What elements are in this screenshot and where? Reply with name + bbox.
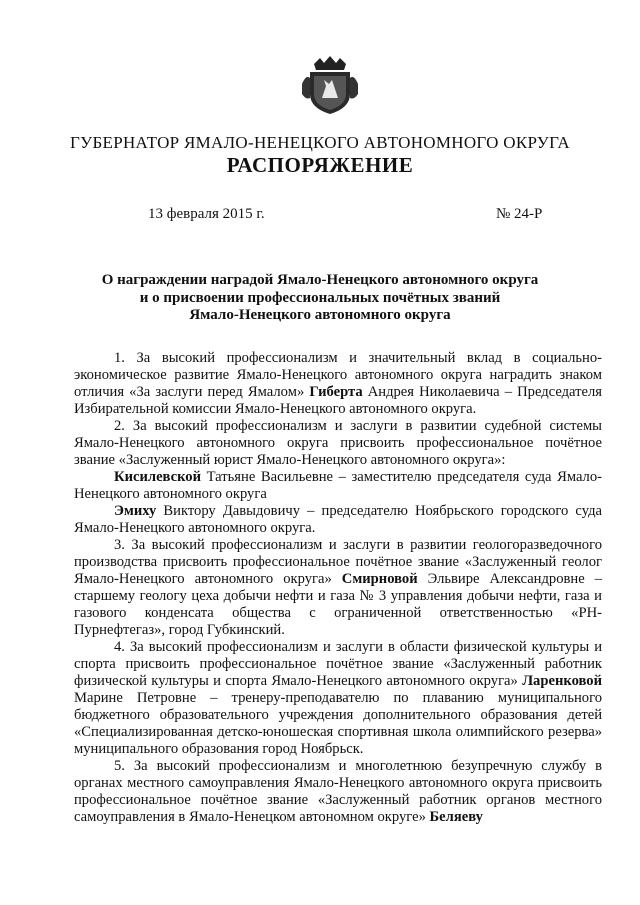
title-line-3: Ямало-Ненецкого автономного округа xyxy=(189,307,451,323)
paragraph-3: 3. За высокий профессионализм и заслуги в развитии геологоразведочного производства присвоить профессиональное почётное звание «Заслуженный геолог Ямало-Ненецкого автономного округа» Смирновой Эльвире Александровне – старшему геологу цеха добычи нефти и газа № 3 управления добычи нефти, газа и газового конденсата общества с ограниченной ответственностью «РН-Пурнефтегаз», город Губкинский. xyxy=(74,537,602,638)
paragraph-4: 4. За высокий профессионализм и заслуги в области физической культуры и спорта присвоить профессиональное почётное звание «Заслуженный работник физической культуры и спорта Ямало-Ненецкого автономного округа» Ларенковой Марине Петровне – тренеру-преподавателю по плаванию муниципального бюджетного образовательного учреждения дополнительного образования детей «Специализированная детско-юношеская спортивная школа олимпийского резерва» муниципального образования город Ноябрьск. xyxy=(74,639,602,757)
coat-of-arms-icon xyxy=(302,54,358,116)
paragraph-2: 2. За высокий профессионализм и заслуги в развитии судебной системы Ямало-Ненецкого автономного округа присвоить профессиональное почётное звание «Заслуженный юрист Ямало-Ненецкого автономного округа»: xyxy=(74,418,602,468)
document-number: № 24-Р xyxy=(496,206,543,222)
document-body xyxy=(74,350,602,826)
paragraph-2-recipient-2: Эмиху Виктору Давыдовичу – председателю Ноябрьского городского суда Ямало-Ненецкого автономного округа. xyxy=(74,503,602,536)
document-date: 13 февраля 2015 г. xyxy=(148,206,265,222)
paragraph-2-recipient-1: Кисилевской Татьяне Васильевне – заместителю председателя суда Ямало-Ненецкого автономного округа xyxy=(74,469,602,502)
governor-title: ГУБЕРНАТОР ЯМАЛО-НЕНЕЦКОГО АВТОНОМНОГО ОКРУГА xyxy=(69,133,570,152)
title-line-1: О награждении наградой Ямало-Ненецкого автономного округа xyxy=(101,272,539,288)
document-title xyxy=(0,272,640,325)
title-line-2: и о присвоении профессиональных почётных званий xyxy=(139,289,501,306)
document-type: РАСПОРЯЖЕНИЕ xyxy=(226,153,414,177)
paragraph-5: 5. За высокий профессионализм и многолетнюю безупречную службу в органах местного самоуправления Ямало-Ненецкого автономного округа присвоить профессиональное почётное звание «Заслуженный работник органов местного самоуправления в Ямало-Ненецком автономном округе» Беляеву xyxy=(74,758,602,825)
paragraph-1: 1. За высокий профессионализм и значительный вклад в социально-экономическое развитие Ямало-Ненецкого автономного округа наградить знаком отличия «За заслуги перед Ямалом» Гиберта Андрея Николаевича – Председателя Избирательной комиссии Ямало-Ненецкого автономного округа. xyxy=(74,350,602,417)
